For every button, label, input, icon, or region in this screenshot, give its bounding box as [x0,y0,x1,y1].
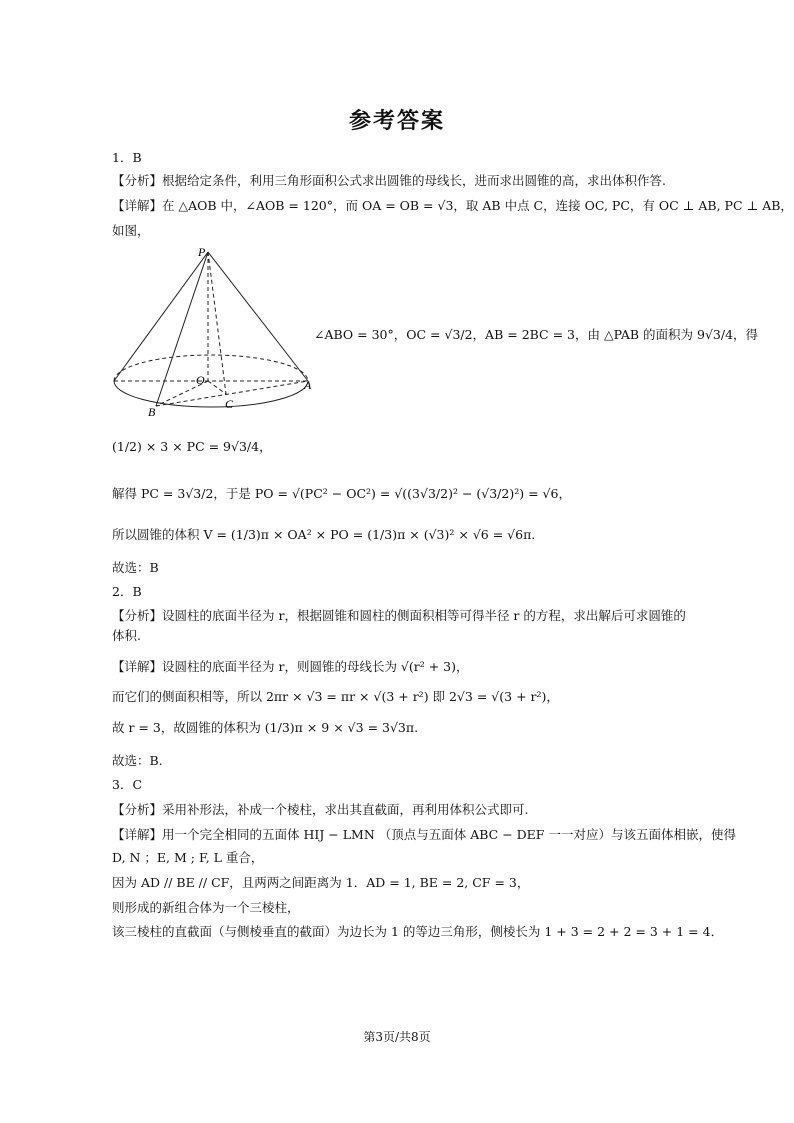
q2-equation-1: 而它们的侧面积相等，所以 2πr × √3 = πr × √(3 + r²) 即 2√3 = √(3 + r²)， [112,689,559,704]
q1-equation-1: (1/2) × 3 × PC = 9√3/4， [112,439,272,454]
q3-analysis: 【分析】采用补形法，补成一个棱柱，求出其直截面，再利用体积公式即可. [112,802,529,817]
q1-analysis: 【分析】根据给定条件，利用三角形面积公式求出圆锥的母线长，进而求出圆锥的高，求出体积作答. [112,173,666,188]
label-P: P [198,245,206,259]
cone-base-front [114,381,308,407]
label-B: B [148,405,156,416]
cone-figure [108,244,318,416]
q3-detail: 【详解】用一个完全相同的五面体 HIJ − LMN （顶点与五面体 ABC − DEF 一一对应）与该五面体相嵌，使得 [112,827,736,842]
q2-analysis: 【分析】设圆柱的底面半径为 r，根据圆锥和圆柱的侧面积相等可得半径 r 的方程，求出解后可求圆锥的体积. [112,608,686,643]
page-footer: 第3页/共8页 [363,1030,431,1044]
label-A: A [304,378,312,392]
q2-number: 2．B [112,584,142,599]
cone-edge-left [114,252,208,381]
q3-line-3: 该三棱柱的直截面（与侧棱垂直的截面）为边长为 1 的等边三角形，侧棱长为 1 + 3 = 2 + 2 = 3 + 1 = 4． [112,924,724,939]
q1-detail: 【详解】在 △AOB 中，∠AOB = 120°，而 OA = OB = √3，取 AB 中点 C，连接 OC, PC，有 OC ⊥ AB, PC ⊥ AB， [112,198,793,213]
q1-answer: 故选：B [112,560,159,575]
q3-detail-2: D, N ；E, M ; F, L 重合， [112,850,264,865]
cone-base-back [114,355,308,381]
q2-detail: 【详解】设圆柱的底面半径为 r，则圆锥的母线长为 √(r² + 3)， [112,659,469,674]
label-O: O [196,373,205,387]
cone-edge-right [208,252,308,381]
q1-detail-figure-ref: 如图， [112,223,150,238]
segment-PC [208,252,226,394]
q2-answer: 故选：B. [112,753,163,768]
segment-OC [208,381,226,394]
q3-line-2: 则形成的新组合体为一个三棱柱， [112,900,300,915]
q1-equation-3: 所以圆锥的体积 V = (1/3)π × OA² × PO = (1/3)π × (√3)² × √6 = √6π. [112,527,536,542]
q3-line-1: 因为 AD // BE // CF，且两两之间距离为 1．AD = 1, BE = 2, CF = 3， [112,875,530,890]
q1-number: 1．B [112,150,142,165]
q1-figure-text: ∠ABO = 30°，OC = √3/2，AB = 2BC = 3，由 △PAB 的面积为 9√3/4，得 [314,327,759,342]
page-title: 参考答案 [348,109,445,134]
q1-equation-2: 解得 PC = 3√3/2，于是 PO = √(PC² − OC²) = √((3√3/2)² − (√3/2)²) = √6， [112,486,571,501]
q2-equation-2: 故 r = 3，故圆锥的体积为 (1/3)π × 9 × √3 = 3√3π. [112,720,419,735]
q3-number: 3．C [112,777,143,792]
label-C: C [225,397,234,411]
